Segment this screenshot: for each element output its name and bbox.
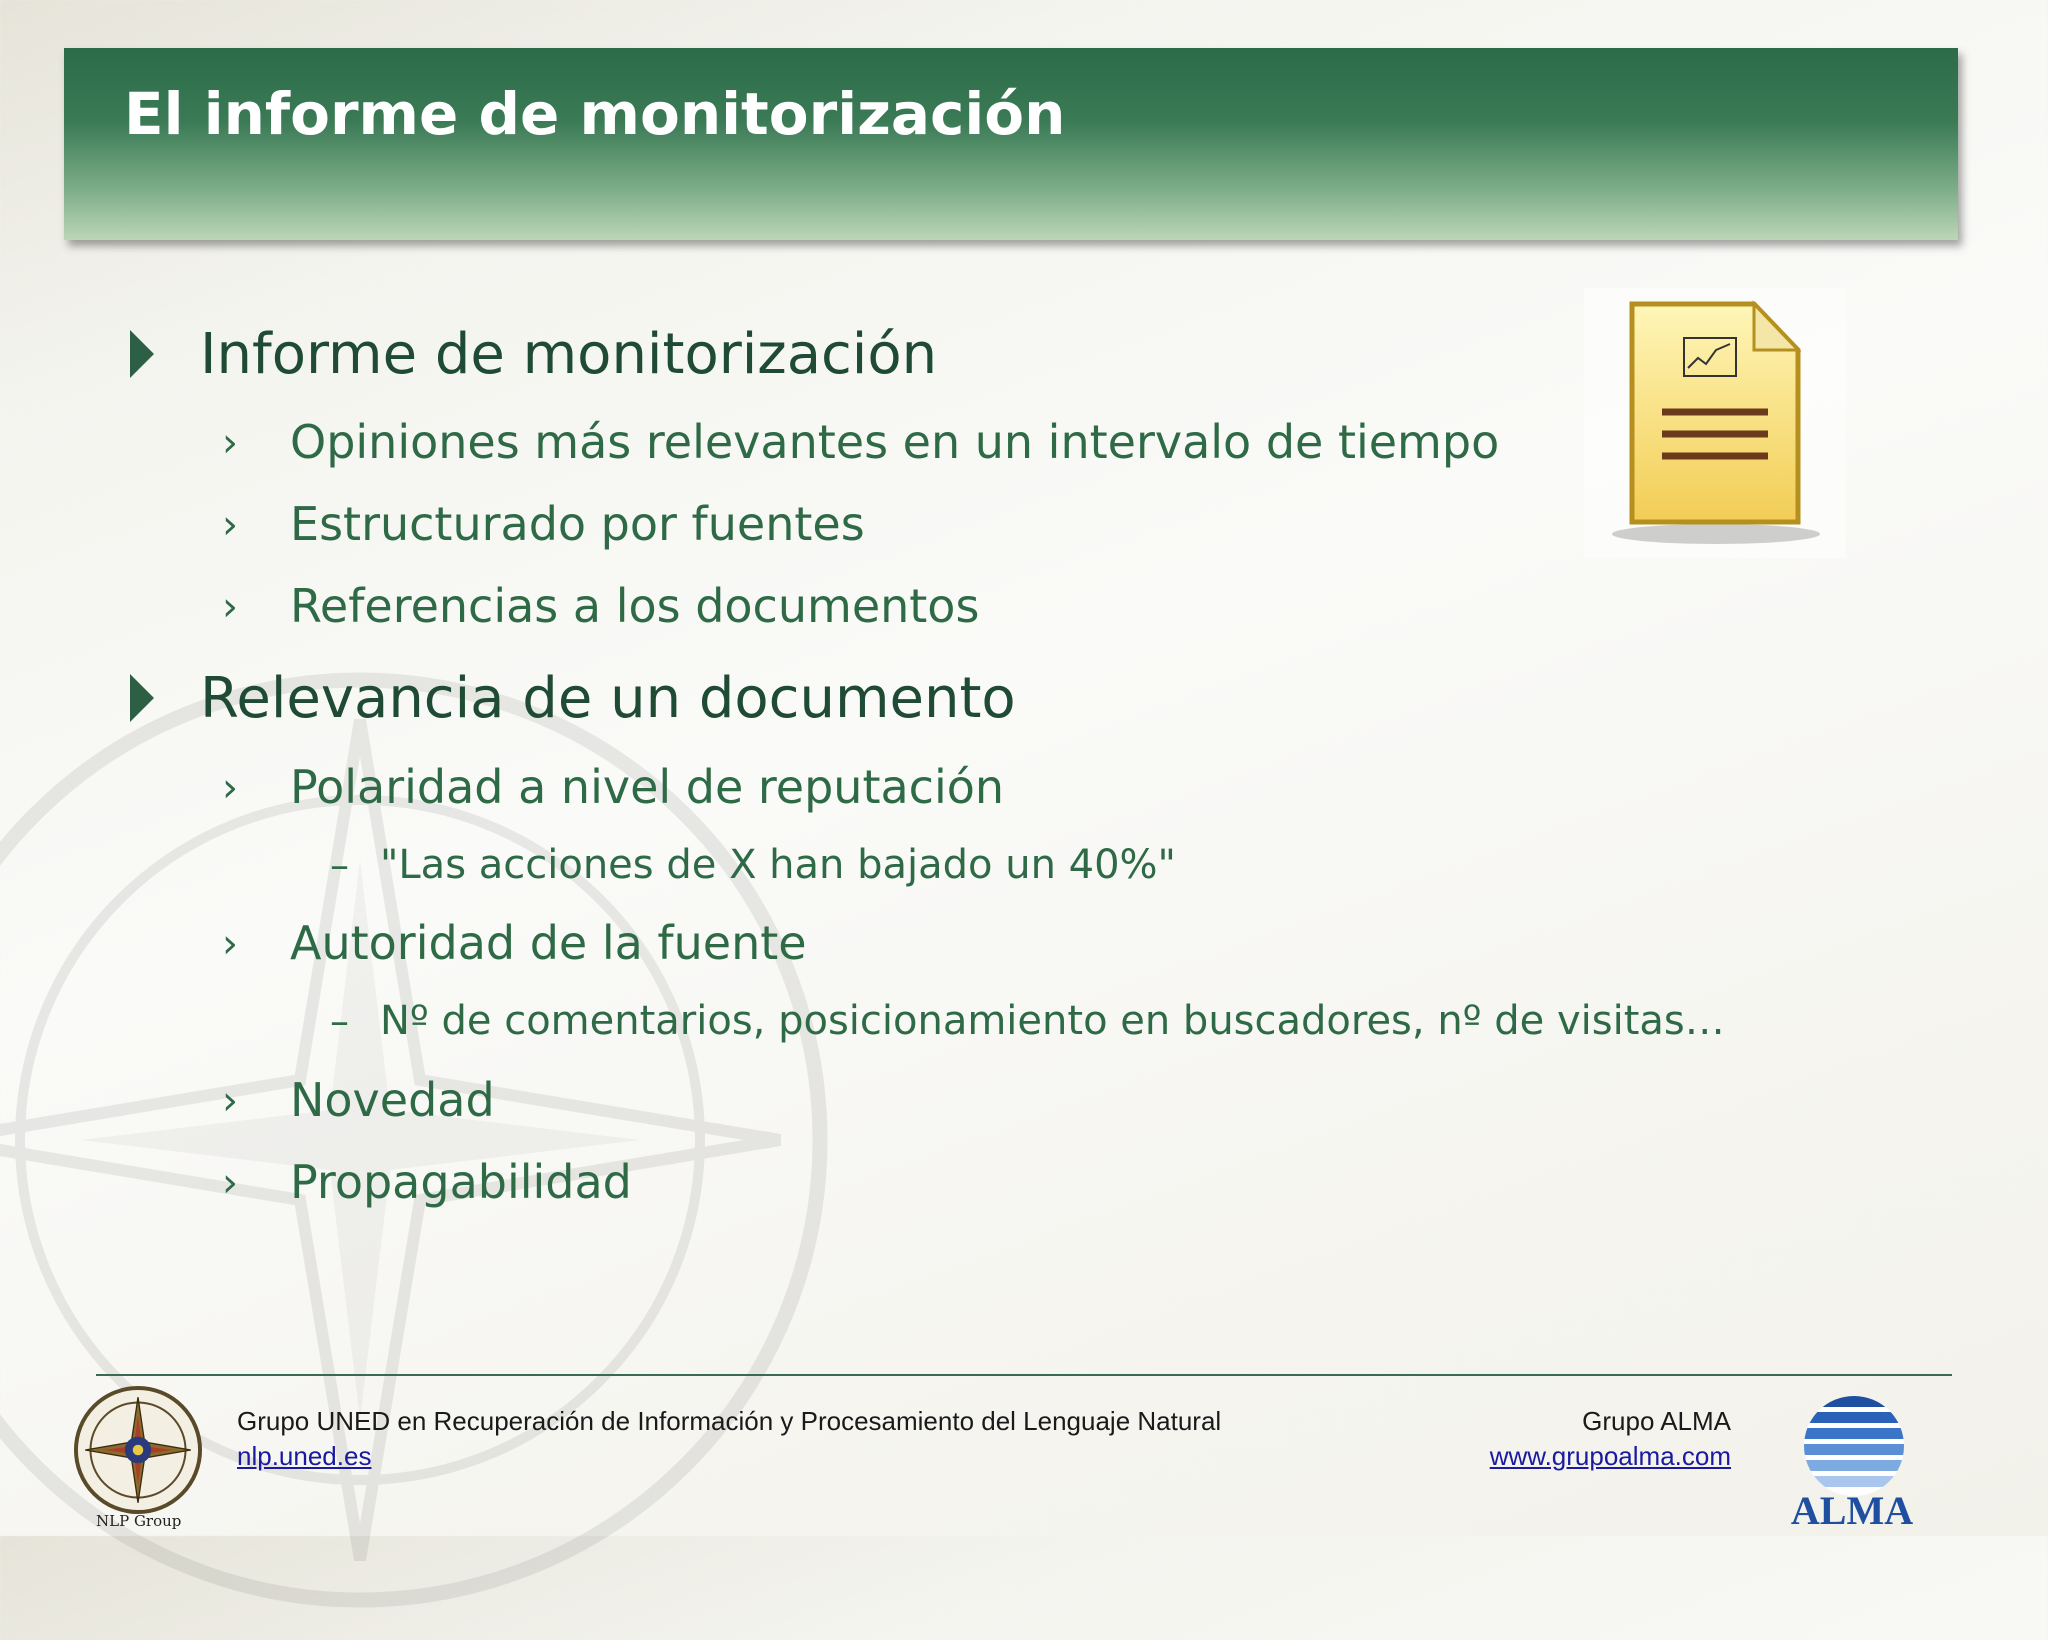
- footer-divider: [96, 1374, 1952, 1376]
- chevron-icon: ›: [222, 1078, 238, 1124]
- chevron-icon: ›: [222, 921, 238, 967]
- title-bar: [64, 48, 1958, 240]
- document-chart-icon: [1584, 288, 1846, 558]
- uned-seal-logo: [72, 1384, 204, 1516]
- chevron-icon: ›: [222, 584, 238, 630]
- chevron-icon: ›: [222, 1160, 238, 1206]
- bullet-triangle-icon: [130, 674, 154, 722]
- bullet-subitem: "Las acciones de X han bajado un 40%": [380, 842, 1176, 888]
- chevron-icon: ›: [222, 420, 238, 466]
- footer-right-title: Grupo ALMA: [1582, 1406, 1731, 1436]
- chevron-icon: ›: [222, 502, 238, 548]
- bullet-heading: Informe de monitorización: [200, 322, 938, 387]
- bullet-item: Autoridad de la fuente: [290, 916, 807, 970]
- bullet-item: Polaridad a nivel de reputación: [290, 760, 1005, 814]
- footer-left-link[interactable]: nlp.uned.es: [237, 1441, 372, 1471]
- nlp-group-caption: NLP Group: [96, 1512, 182, 1530]
- dash-icon: –: [330, 843, 349, 887]
- bullet-heading: Relevancia de un documento: [200, 666, 1016, 731]
- dash-icon: –: [330, 999, 349, 1043]
- footer-left-title: Grupo UNED en Recuperación de Información y Procesamiento del Lenguaje Natural: [237, 1406, 1222, 1436]
- bullet-triangle-icon: [130, 330, 154, 378]
- footer-right-link[interactable]: www.grupoalma.com: [1489, 1441, 1731, 1471]
- bullet-subitem: Nº de comentarios, posicionamiento en buscadores, nº de visitas…: [380, 998, 1725, 1044]
- bullet-item: Novedad: [290, 1073, 495, 1127]
- bullet-item: Propagabilidad: [290, 1155, 632, 1209]
- alma-logo: [1780, 1390, 1920, 1530]
- chevron-icon: ›: [222, 765, 238, 811]
- slide-title: El informe de monitorización: [124, 80, 1066, 148]
- bullet-item: Opiniones más relevantes en un intervalo de tiempo: [290, 415, 1500, 469]
- bullet-item: Estructurado por fuentes: [290, 497, 865, 551]
- alma-logo-text: ALMA: [1790, 1488, 1914, 1530]
- bullet-item: Referencias a los documentos: [290, 579, 980, 633]
